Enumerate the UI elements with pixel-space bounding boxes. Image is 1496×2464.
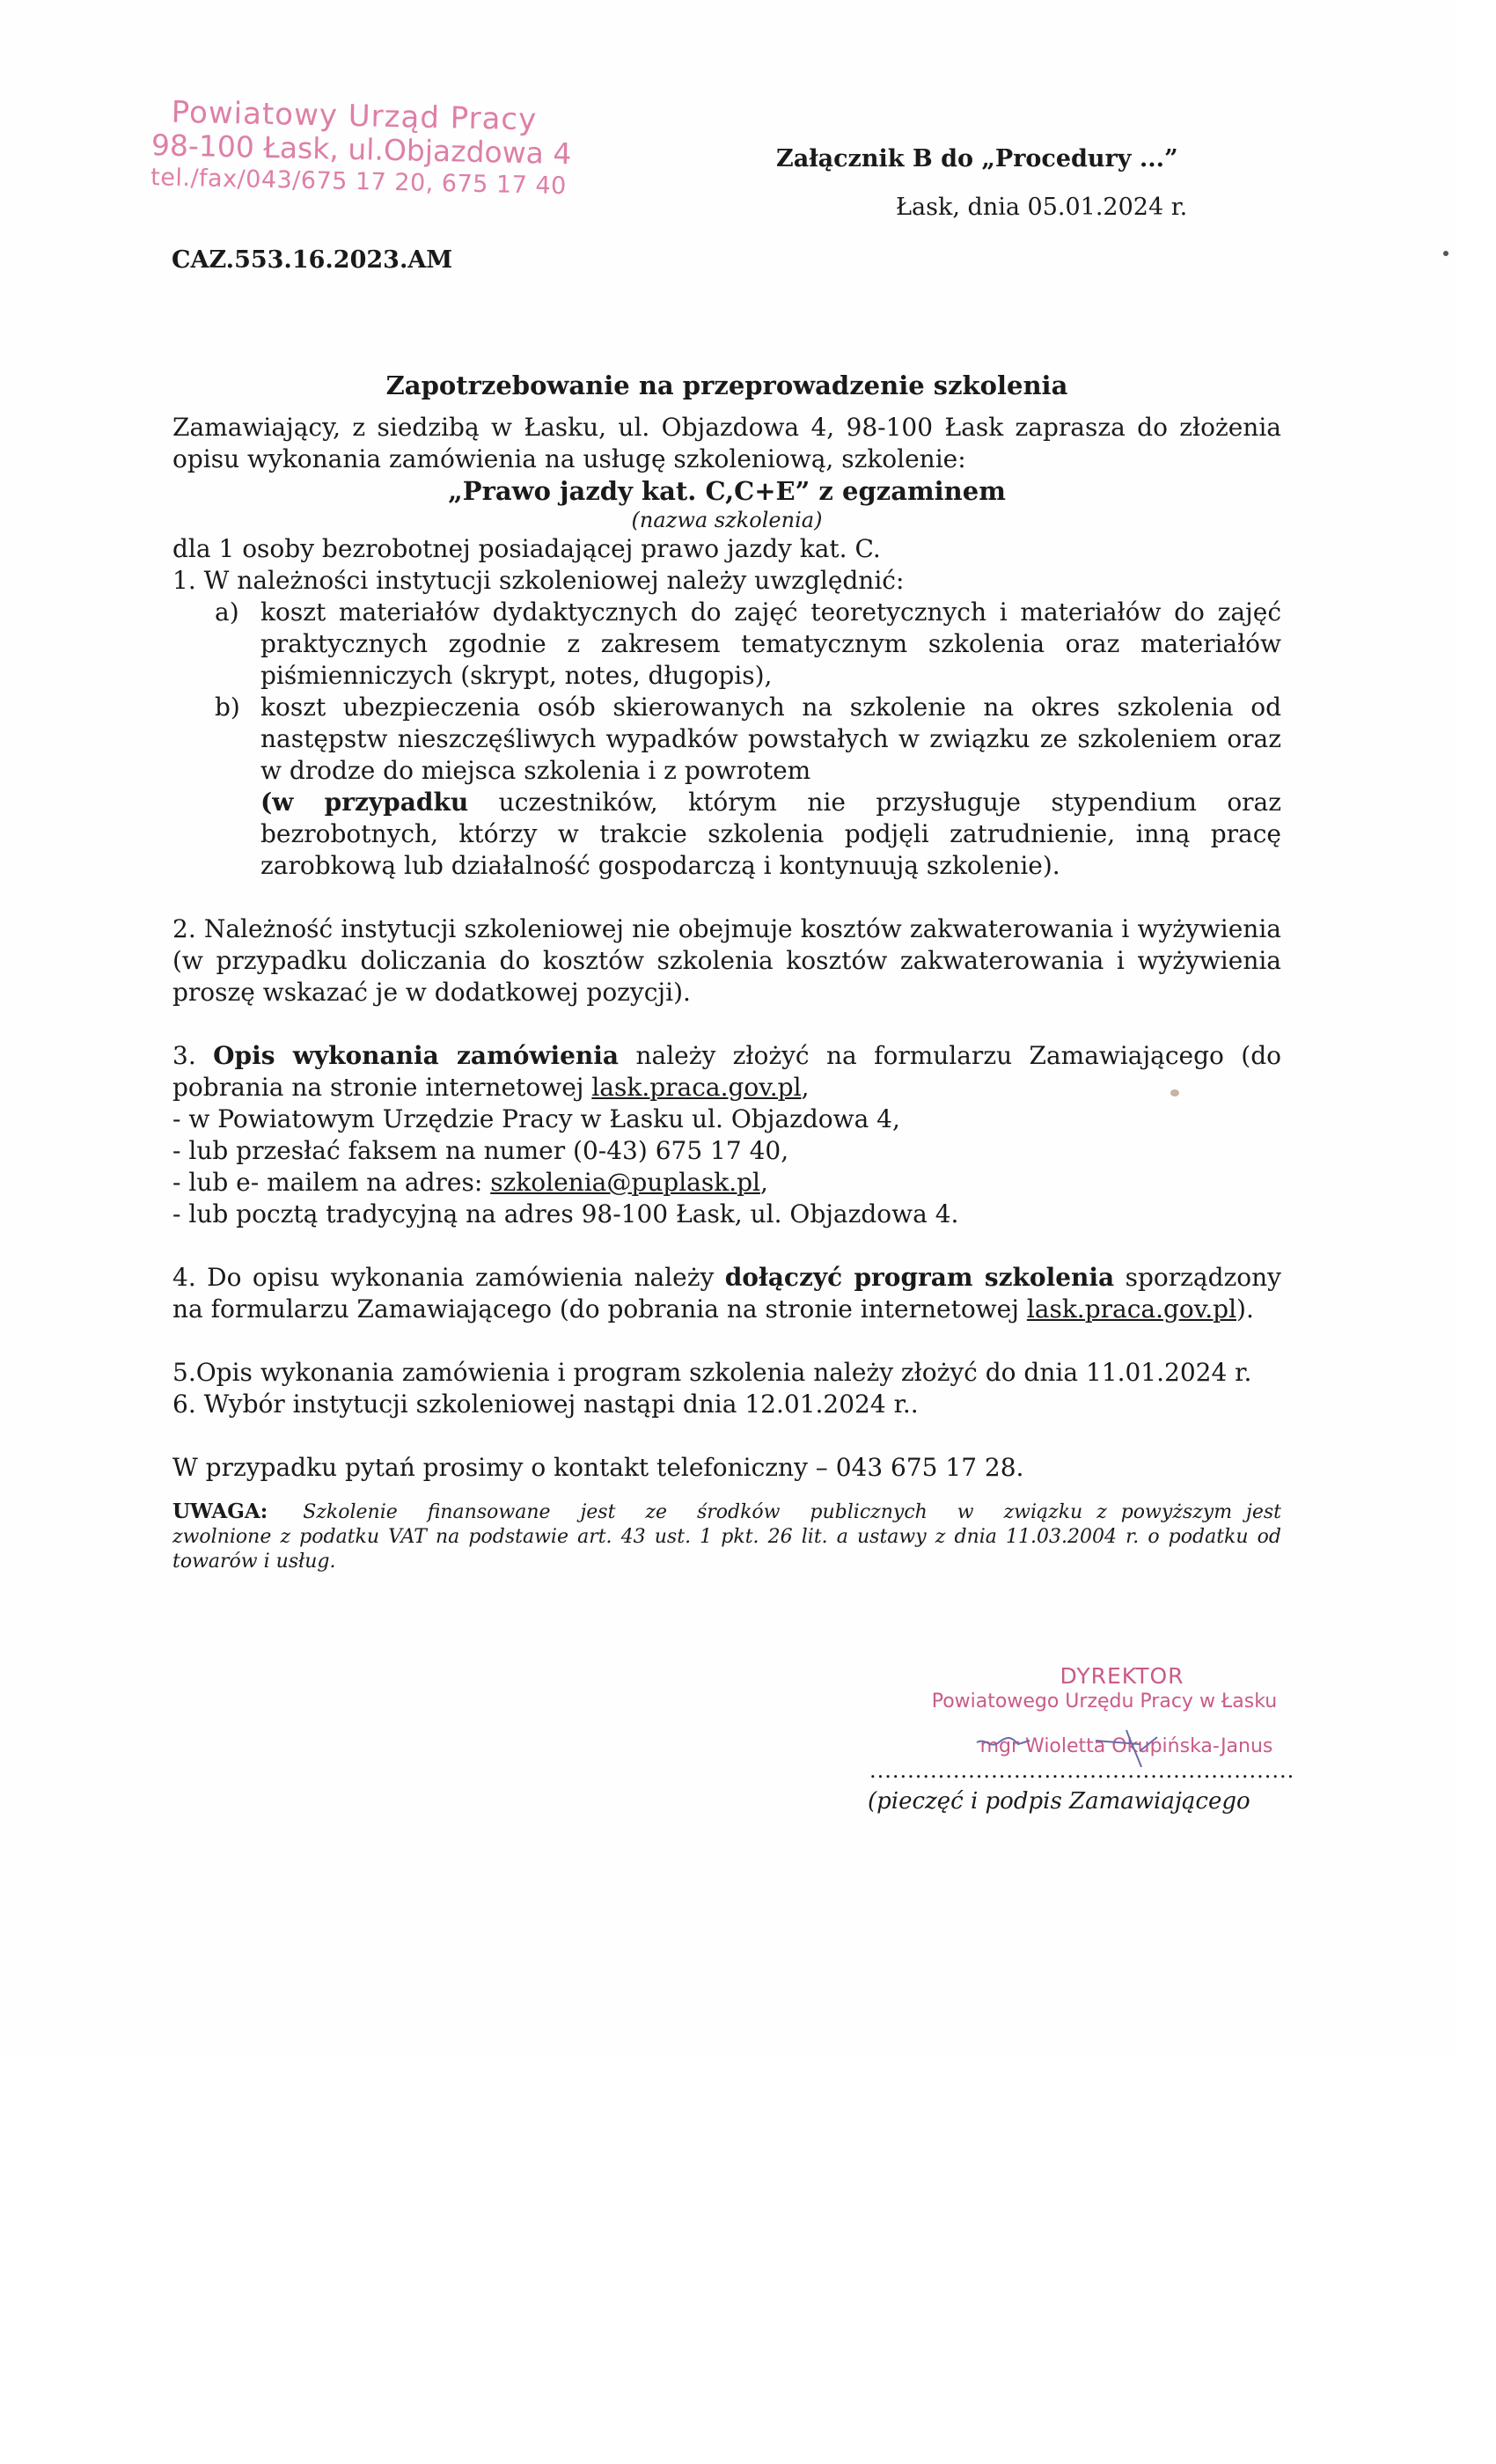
note-text-1: Szkolenie finansowane jest ze środków publicznych w związku: [303, 1501, 1083, 1523]
intro-paragraph: Zamawiający, z siedzibą w Łasku, ul. Objazdowa 4, 98-100 Łask zaprasza do złożenia opisu wykonania zamówienia na usługę szkoleniową, szkolenie:: [172, 413, 1281, 473]
section-5: 5.Opis wykonania zamówienia i program szkolenia należy złożyć do dnia 11.01.2024 r.: [172, 1358, 1252, 1387]
list-marker: a): [215, 598, 239, 627]
item-b-content: [260, 692, 1281, 882]
stamp-line-1: Powiatowy Urząd Pracy: [171, 94, 538, 138]
section-3-text: należy złożyć na formularzu Zamawiającego (do pobrania na stronie internetowej: [172, 1041, 1281, 1102]
signature-line: ........................................................: [869, 1758, 1295, 1783]
note-text-2: z powyższym jest zwolnione z podatku VAT na podstawie art. 43 ust. 1 pkt. 26 lit. a ustawy z dnia 11.03.2004 r. o podatku od towarów i usług.: [172, 1501, 1281, 1573]
director-name: mgr Wioletta Okupińska-Janus: [979, 1735, 1273, 1757]
participants-line: dla 1 osoby bezrobotnej posiadającej prawo jazdy kat. C.: [172, 534, 881, 563]
section-3: [172, 1040, 1281, 1104]
section-3-line-3: - lub przesłać faksem na numer (0-43) 675 17 40,: [172, 1136, 789, 1165]
note-paragraph: [172, 1500, 1281, 1574]
section-3-line-4: [172, 1167, 1281, 1199]
section-1-item-a: [215, 597, 1281, 692]
section-6: 6. Wybór instytucji szkoleniowej nastąpi dnia 12.01.2024 r..: [172, 1390, 919, 1419]
contact-line: W przypadku pytań prosimy o kontakt telefoniczny – 043 675 17 28.: [172, 1453, 1024, 1482]
website-link[interactable]: lask.praca.gov.pl: [591, 1073, 802, 1102]
document-body: [172, 370, 1281, 1574]
scan-speck: [1443, 251, 1448, 256]
scan-background: [0, 2057, 1496, 2464]
section-4-text: sporządzony na formularzu Zamawiającego (do pobrania na stronie internetowej: [172, 1263, 1281, 1324]
section-4-suffix: ).: [1236, 1294, 1254, 1324]
training-caption: (nazwa szkolenia): [631, 508, 823, 532]
training-name: „Prawo jazdy kat. C,C+E” z egzaminem: [448, 476, 1006, 506]
scan-margin: [1454, 0, 1496, 2057]
section-2: 2. Należność instytucji szkoleniowej nie obejmuje kosztów zakwaterowania i wyżywienia (w przypadku doliczania do kosztów szkolenia kosztów zakwaterowania i wyżywienia proszę wskazać je w dodatkowej pozycji).: [172, 914, 1281, 1007]
section-3-bold: Opis wykonania zamówienia: [213, 1041, 620, 1070]
scan-speck: [1170, 1089, 1179, 1096]
stamp-line-2: 98-100 Łask, ul.Objazdowa 4: [150, 128, 572, 172]
director-office: Powiatowego Urzędu Pracy w Łasku: [931, 1690, 1278, 1712]
section-1-item-b: [215, 692, 1281, 882]
reference-number: CAZ.553.16.2023.AM: [172, 246, 453, 274]
attachment-label: Załącznik B do „Procedury ...”: [776, 145, 1178, 172]
place-date: Łask, dnia 05.01.2024 r.: [896, 194, 1188, 221]
section-4: [172, 1262, 1281, 1325]
section-3-line-2: - w Powiatowym Urzędzie Pracy w Łasku ul. Objazdowa 4,: [172, 1104, 900, 1133]
section-3-line-5: - lub pocztą tradycyjną na adres 98-100 Łask, ul. Objazdowa 4.: [172, 1199, 959, 1228]
section-4-bold: dołączyć program szkolenia: [724, 1263, 1115, 1292]
section-1-heading: 1. W należności instytucji szkoleniowej należy uwzględnić:: [172, 566, 905, 595]
signature-caption: (pieczęć i podpis Zamawiającego: [868, 1788, 1250, 1815]
list-marker: b): [215, 693, 240, 722]
item-b-rest: uczestników, którym nie przysługuje stypendium oraz bezrobotnych, którzy w trakcie szkolenia podjęli zatrudnienie, inną pracę zarobkową lub działalność gospodarczą i kontynuują szkolenie).: [260, 788, 1282, 880]
section-3-prefix: 3.: [172, 1041, 214, 1070]
email-suffix: ,: [759, 1168, 768, 1197]
email-prefix: - lub e- mailem na adres:: [172, 1168, 491, 1197]
email-link[interactable]: szkolenia@puplask.pl: [490, 1168, 760, 1197]
section-3-after-link: ,: [801, 1073, 810, 1102]
document-title: Zapotrzebowanie na przeprowadzenie szkolenia: [385, 370, 1068, 400]
stamp-line-3: tel./fax/043/675 17 20, 675 17 40: [150, 164, 568, 201]
note-label: UWAGA:: [172, 1500, 268, 1523]
section-4-prefix: 4. Do opisu wykonania zamówienia należy: [172, 1263, 725, 1292]
item-b-text: koszt ubezpieczenia osób skierowanych na szkolenie na okres szkolenia od następstw nieszczęśliwych wypadków powstałych w związku ze szkoleniem oraz w drodze do miejsca szkolenia i z powrotem: [260, 693, 1281, 785]
director-title: DYREKTOR: [1060, 1663, 1184, 1689]
office-stamp: [150, 94, 572, 201]
item-b-bold: (w przypadku: [260, 788, 469, 817]
website-link-2[interactable]: lask.praca.gov.pl: [1026, 1294, 1237, 1324]
item-a-text: koszt materiałów dydaktycznych do zajęć teoretycznych i materiałów do zajęć praktycznych zgodnie z zakresem tematycznym szkolenia oraz materiałów piśmienniczych (skrypt, notes, długopis),: [260, 598, 1281, 690]
